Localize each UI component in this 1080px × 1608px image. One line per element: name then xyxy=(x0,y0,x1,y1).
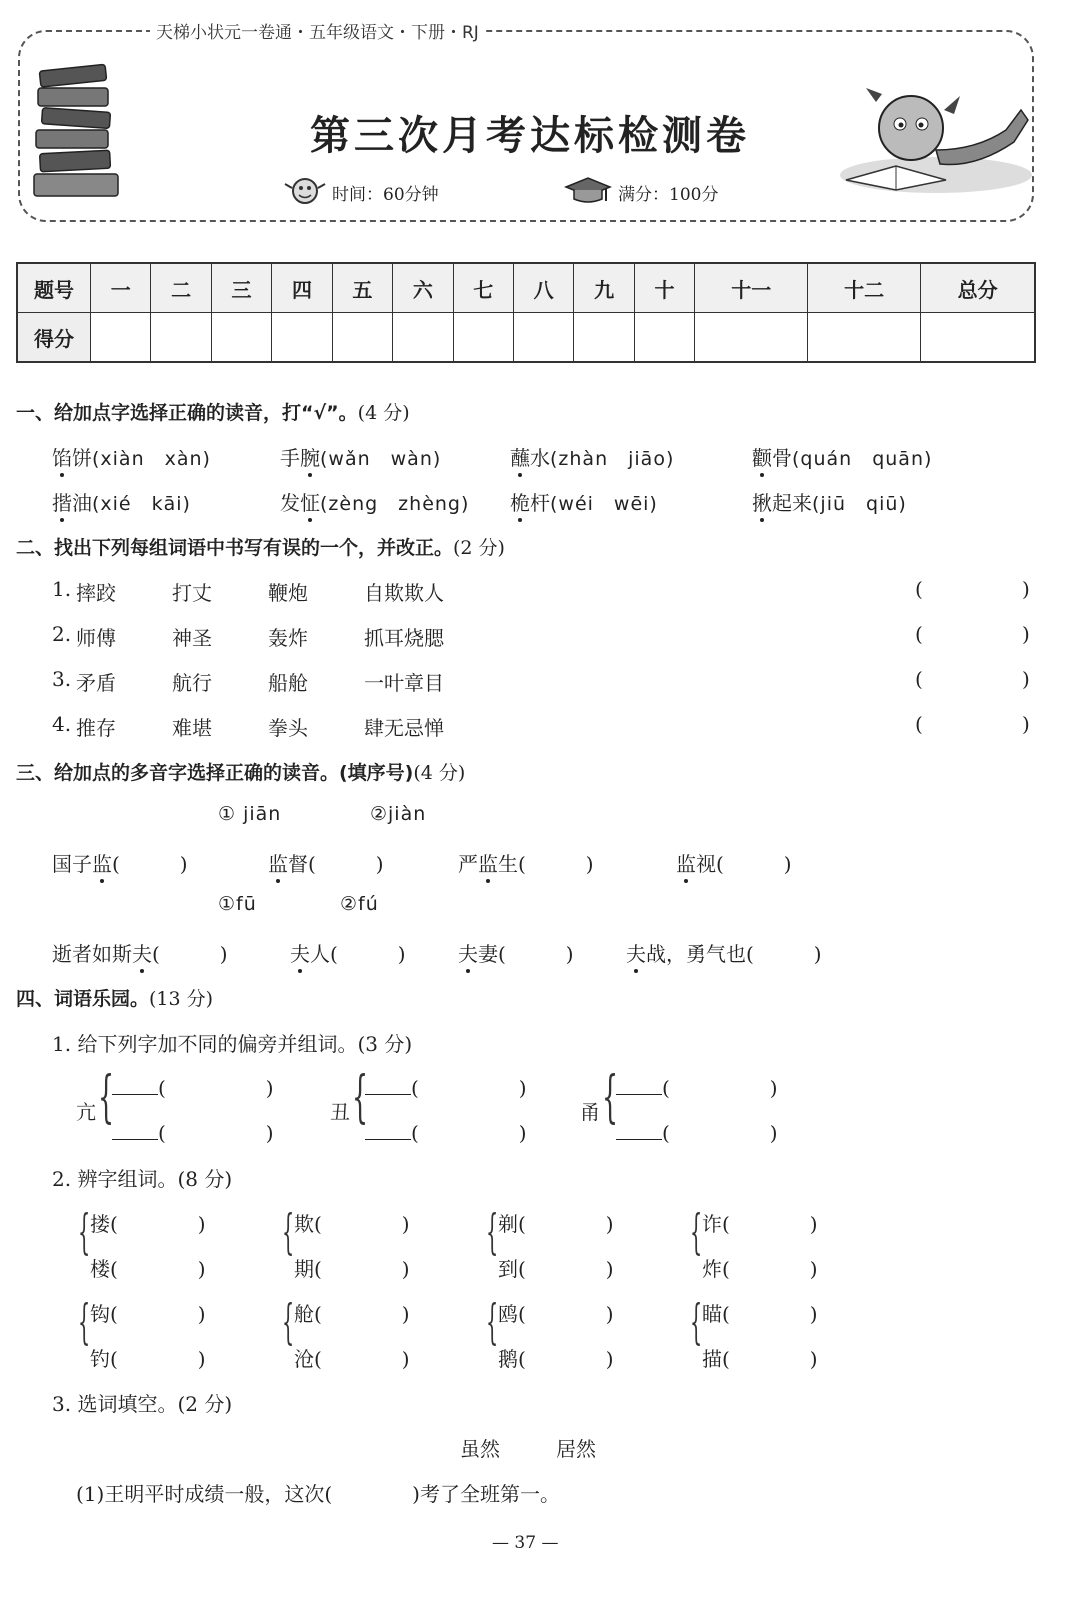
q4-sub2-title: 2. 辨字组词。(8 分) xyxy=(52,1167,233,1191)
answer-paren-close: ) xyxy=(1022,622,1030,646)
q3-char: 妻 xyxy=(478,942,498,966)
q1-item xyxy=(52,442,211,471)
q1-title xyxy=(16,398,410,425)
dotted-char: 蘸 xyxy=(510,446,530,470)
table-cell: 十 xyxy=(634,263,694,313)
word: 肆无忌惮 xyxy=(364,716,444,740)
q2-title-text: 二、找出下列每组词语中书写有误的一个，并改正。 xyxy=(16,537,454,559)
table-cell: 十一 xyxy=(695,263,808,313)
reading-option: ②jiàn xyxy=(370,803,427,825)
word-option: 居然 xyxy=(556,1437,596,1461)
pair-char: 搂 xyxy=(90,1212,110,1236)
radical-blank[interactable]: ( ) xyxy=(365,1117,527,1146)
pinyin-options[interactable]: (zhàn jiāo) xyxy=(550,448,675,470)
score-cell[interactable] xyxy=(272,313,332,363)
word: 摔跤 xyxy=(76,581,116,605)
score-cell[interactable] xyxy=(513,313,573,363)
base-char: 丑 xyxy=(330,1100,350,1124)
q4-sub3-title: 3. 选词填空。(2 分) xyxy=(52,1392,233,1416)
q1-char: 油 xyxy=(72,491,92,515)
q3-item xyxy=(458,938,574,967)
table-cell: 五 xyxy=(332,263,392,313)
word: 航行 xyxy=(172,671,212,695)
answer-blank[interactable]: ( ) xyxy=(112,852,188,876)
dotted-char: 夫 xyxy=(290,942,310,966)
word: 打丈 xyxy=(172,581,212,605)
q1-item xyxy=(510,442,674,471)
books-illustration-icon xyxy=(30,60,130,210)
page-number: — 37 — xyxy=(492,1533,559,1553)
table-cell: 七 xyxy=(453,263,513,313)
reading-option: ①fū xyxy=(218,893,257,915)
series-title: 天梯小状元一卷通・五年级语文・下册・RJ xyxy=(150,18,485,43)
answer-blank[interactable] xyxy=(332,1482,412,1506)
pair-item[interactable]: 到( ) xyxy=(498,1257,614,1281)
score-cell[interactable] xyxy=(151,313,211,363)
brace-icon: { xyxy=(690,1294,703,1350)
pair-char: 瞄 xyxy=(702,1302,722,1326)
dotted-char: 颧 xyxy=(752,446,772,470)
table-cell: 九 xyxy=(574,263,634,313)
q3-item xyxy=(268,848,384,877)
dotted-char: 夫 xyxy=(132,942,152,966)
q1-char: 起来 xyxy=(772,491,812,515)
answer-blank[interactable]: ( ) xyxy=(518,852,594,876)
row-number: 1. xyxy=(52,577,72,601)
table-cell: 八 xyxy=(513,263,573,313)
q3-char: 人 xyxy=(310,942,330,966)
dotted-char: 怔 xyxy=(300,491,320,515)
pair-item[interactable]: 钓( ) xyxy=(90,1347,206,1371)
word: 拳头 xyxy=(268,716,308,740)
q3-item xyxy=(290,938,406,967)
pair-item[interactable]: 瞄( ) xyxy=(702,1302,818,1326)
q1-item xyxy=(510,487,658,516)
table-cell: 得分 xyxy=(17,313,91,363)
dotted-char: 监 xyxy=(268,852,288,876)
pair-char: 鹅 xyxy=(498,1347,518,1371)
radical-blank[interactable]: ( ) xyxy=(616,1117,778,1146)
score-cell[interactable] xyxy=(453,313,513,363)
pair-item[interactable]: 鸥( ) xyxy=(498,1302,614,1326)
dotted-char: 揩 xyxy=(52,491,72,515)
pinyin-options[interactable]: (wéi wēi) xyxy=(550,493,658,515)
dotted-char: 馅 xyxy=(52,446,72,470)
word: 难堪 xyxy=(172,716,212,740)
answer-paren-open[interactable]: ( xyxy=(915,622,923,646)
q1-item xyxy=(280,442,441,471)
q3-item xyxy=(52,848,188,877)
brace-icon: { xyxy=(486,1294,499,1350)
dotted-char: 监 xyxy=(676,852,696,876)
q1-char: 发 xyxy=(280,491,300,515)
word: 师傅 xyxy=(76,626,116,650)
row-number: 2. xyxy=(52,622,72,646)
word: 一叶章目 xyxy=(364,671,444,695)
q1-title-text: 一、给加点字选择正确的读音，打“√”。 xyxy=(16,402,358,424)
q1-char: 饼 xyxy=(72,446,92,470)
answer-paren-open[interactable]: ( xyxy=(915,577,923,601)
answer-blank[interactable]: ( ) xyxy=(152,942,228,966)
q3-char: 逝者如斯 xyxy=(52,942,132,966)
radical-blank[interactable]: ( ) xyxy=(112,1072,274,1101)
pair-char: 剃 xyxy=(498,1212,518,1236)
q3-char: 战，勇气也 xyxy=(646,942,746,966)
q1-item xyxy=(752,487,907,516)
fill-sentence xyxy=(76,1478,560,1507)
word: 矛盾 xyxy=(76,671,116,695)
dotted-char: 桅 xyxy=(510,491,530,515)
full-score: 满分：100分 xyxy=(618,185,719,205)
table-cell: 三 xyxy=(211,263,271,313)
q1-item xyxy=(52,487,191,516)
score-table xyxy=(16,262,1036,363)
score-cell[interactable] xyxy=(574,313,634,363)
q2-points: (2 分) xyxy=(453,537,505,559)
radical-blank[interactable]: ( ) xyxy=(112,1117,274,1146)
word: 抓耳烧腮 xyxy=(364,626,444,650)
table-cell: 一 xyxy=(91,263,151,313)
score-cell[interactable] xyxy=(91,313,151,363)
score-cell[interactable] xyxy=(393,313,453,363)
page-title: 第三次月考达标检测卷 xyxy=(310,112,750,159)
brace-icon: { xyxy=(282,1204,295,1260)
q3-item xyxy=(458,848,594,877)
score-cell[interactable] xyxy=(211,313,271,363)
base-char: 亢 xyxy=(76,1100,96,1124)
dotted-char: 夫 xyxy=(626,942,646,966)
q3-char: 严 xyxy=(458,852,478,876)
sentence-part: )考了全班第一。 xyxy=(412,1482,560,1506)
sentence-part: (1)王明平时成绩一般，这次( xyxy=(76,1482,333,1506)
answer-blank[interactable]: ( ) xyxy=(746,942,822,966)
dotted-char: 腕 xyxy=(300,446,320,470)
q3-title-text: 三、给加点的多音字选择正确的读音。(填序号) xyxy=(16,762,414,784)
q3-item xyxy=(52,938,228,967)
pair-char: 炸 xyxy=(702,1257,722,1281)
pair-char: 欺 xyxy=(294,1212,314,1236)
q1-char: 杆 xyxy=(530,491,550,515)
pair-char: 舱 xyxy=(294,1302,314,1326)
brace-icon: { xyxy=(78,1204,91,1260)
q3-item xyxy=(626,938,822,967)
pinyin-options[interactable]: (jiū qiū) xyxy=(812,493,907,515)
radical-blank[interactable]: ( ) xyxy=(616,1072,778,1101)
pair-item[interactable]: 期( ) xyxy=(294,1257,410,1281)
reading-girl-illustration-icon xyxy=(836,80,1036,200)
q4-title xyxy=(16,984,213,1011)
reading-option: ②fú xyxy=(340,893,379,915)
word: 轰炸 xyxy=(268,626,308,650)
row-number: 3. xyxy=(52,667,72,691)
q1-char: 骨 xyxy=(772,446,792,470)
answer-blank[interactable]: ( ) xyxy=(498,942,574,966)
answer-paren-close: ) xyxy=(1022,712,1030,736)
q4-points: (13 分) xyxy=(149,988,214,1010)
table-row xyxy=(17,263,1035,313)
word: 自欺欺人 xyxy=(364,581,444,605)
reading-option: ① jiān xyxy=(218,803,282,825)
word: 船舱 xyxy=(268,671,308,695)
pair-item[interactable]: 炸( ) xyxy=(702,1257,818,1281)
answer-blank[interactable]: ( ) xyxy=(716,852,792,876)
word: 神圣 xyxy=(172,626,212,650)
table-row xyxy=(17,313,1035,363)
q3-item xyxy=(676,848,792,877)
score-cell[interactable] xyxy=(695,313,808,363)
table-cell: 十二 xyxy=(808,263,921,313)
answer-blank[interactable]: ( ) xyxy=(308,852,384,876)
dotted-char: 监 xyxy=(92,852,112,876)
pair-char: 诈 xyxy=(702,1212,722,1236)
q4-sub1-title: 1. 给下列字加不同的偏旁并组词。(3 分) xyxy=(52,1032,413,1056)
pair-item[interactable]: 描( ) xyxy=(702,1347,818,1371)
dotted-char: 监 xyxy=(478,852,498,876)
answer-paren-open[interactable]: ( xyxy=(915,712,923,736)
q3-char: 国子 xyxy=(52,852,92,876)
dotted-char: 夫 xyxy=(458,942,478,966)
word: 推存 xyxy=(76,716,116,740)
q4-title-text: 四、词语乐园。 xyxy=(16,988,150,1010)
radical-blank[interactable]: ( ) xyxy=(365,1072,527,1101)
graduation-cap-icon xyxy=(562,175,612,205)
pair-char: 期 xyxy=(294,1257,314,1281)
pair-item[interactable]: 沧( ) xyxy=(294,1347,410,1371)
q1-points: (4 分) xyxy=(357,402,410,424)
table-cell: 题号 xyxy=(17,263,91,313)
score-cell[interactable] xyxy=(808,313,921,363)
q1-item xyxy=(752,442,932,471)
answer-paren-close: ) xyxy=(1022,577,1030,601)
pair-item[interactable]: 钩( ) xyxy=(90,1302,206,1326)
q2-title xyxy=(16,533,505,560)
brace-icon: { xyxy=(690,1204,703,1260)
word-option: 虽然 xyxy=(460,1437,500,1461)
pair-item[interactable]: 鹅( ) xyxy=(498,1347,614,1371)
q3-char: 生 xyxy=(498,852,518,876)
word: 鞭炮 xyxy=(268,581,308,605)
row-number: 4. xyxy=(52,712,72,736)
q1-char: 手 xyxy=(280,446,300,470)
base-char: 甬 xyxy=(580,1100,600,1124)
pair-char: 沧 xyxy=(294,1347,314,1371)
q3-char: 视 xyxy=(696,852,716,876)
pair-item[interactable]: 诈( ) xyxy=(702,1212,818,1236)
pair-item[interactable]: 剃( ) xyxy=(498,1212,614,1236)
brace-icon: { xyxy=(486,1204,499,1260)
table-cell: 总分 xyxy=(921,263,1035,313)
pair-char: 鸥 xyxy=(498,1302,518,1326)
brace-icon: { xyxy=(352,1065,369,1130)
answer-paren-close: ) xyxy=(1022,667,1030,691)
brace-icon: { xyxy=(98,1065,115,1130)
pair-item[interactable]: 欺( ) xyxy=(294,1212,410,1236)
table-cell: 二 xyxy=(151,263,211,313)
time-limit: 时间：60分钟 xyxy=(332,185,439,205)
q3-points: (4 分) xyxy=(413,762,466,784)
pair-char: 钓 xyxy=(90,1347,110,1371)
answer-blank[interactable]: ( ) xyxy=(330,942,406,966)
dotted-char: 揪 xyxy=(752,491,772,515)
q1-char: 水 xyxy=(530,446,550,470)
pinyin-options[interactable]: (quán quān) xyxy=(792,448,933,470)
pinyin-options[interactable]: (wǎn wàn) xyxy=(320,448,442,470)
pair-item[interactable]: 楼( ) xyxy=(90,1257,206,1281)
pair-char: 楼 xyxy=(90,1257,110,1281)
pair-char: 描 xyxy=(702,1347,722,1371)
pair-char: 到 xyxy=(498,1257,518,1281)
pinyin-options[interactable]: (xié kāi) xyxy=(92,493,191,515)
score-cell[interactable] xyxy=(634,313,694,363)
pinyin-options[interactable]: (xiàn xàn) xyxy=(92,448,211,470)
score-cell[interactable] xyxy=(332,313,392,363)
pinyin-options[interactable]: (zèng zhèng) xyxy=(320,493,470,515)
answer-paren-open[interactable]: ( xyxy=(915,667,923,691)
pair-item[interactable]: 搂( ) xyxy=(90,1212,206,1236)
q3-char: 督 xyxy=(288,852,308,876)
q1-item xyxy=(280,487,469,516)
pair-item[interactable]: 舱( ) xyxy=(294,1302,410,1326)
q3-title xyxy=(16,758,465,785)
brace-icon: { xyxy=(78,1294,91,1350)
brace-icon: { xyxy=(602,1065,619,1130)
table-cell: 四 xyxy=(272,263,332,313)
pair-char: 钩 xyxy=(90,1302,110,1326)
score-cell[interactable] xyxy=(921,313,1035,363)
brace-icon: { xyxy=(282,1294,295,1350)
table-cell: 六 xyxy=(393,263,453,313)
clock-icon xyxy=(283,176,327,206)
